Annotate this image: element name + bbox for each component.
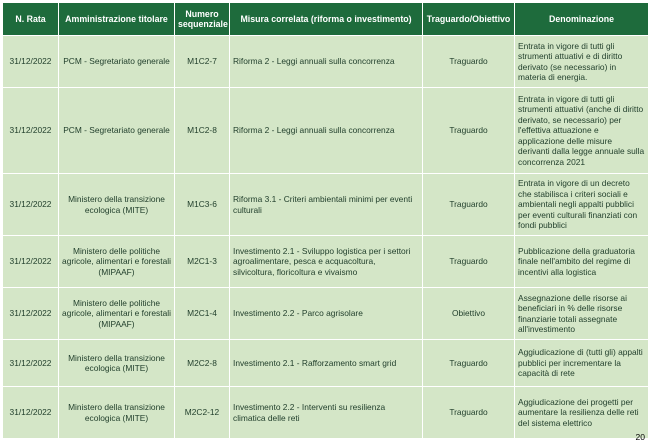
cell-numero: M1C2-8 (175, 88, 230, 174)
page-number: 20 (635, 432, 645, 442)
cell-rata: 31/12/2022 (3, 36, 59, 88)
cell-numero: M2C2-8 (175, 340, 230, 387)
cell-tipo: Traguardo (423, 174, 515, 236)
cell-denominazione: Assegnazione delle risorse ai beneficiari in % delle risorse finanziarie totali assegnate all'investimento (515, 288, 649, 340)
cell-misura: Investimento 2.1 - Sviluppo logistica per i settori agroalimentare, pesca e acquacoltura, silvicoltura, floricoltura e vivaismo (230, 236, 423, 288)
cell-rata: 31/12/2022 (3, 340, 59, 387)
cell-tipo: Traguardo (423, 340, 515, 387)
table-header-row (3, 3, 649, 36)
header-n-rata: N. Rata (3, 3, 59, 36)
cell-amministrazione: PCM - Segretariato generale (59, 36, 175, 88)
cell-denominazione: Entrata in vigore di tutti gli strumenti attuativi (anche di diritto derivato, se necessario) per l'effettiva attuazione e applicazione delle misure derivanti dalla legge annuale sulla concorrenza 2021 (515, 88, 649, 174)
cell-amministrazione: PCM - Segretariato generale (59, 88, 175, 174)
table-row (3, 236, 649, 288)
cell-numero: M2C1-4 (175, 288, 230, 340)
cell-misura: Riforma 3.1 - Criteri ambientali minimi per eventi culturali (230, 174, 423, 236)
table-row (3, 88, 649, 174)
cell-denominazione: Pubblicazione della graduatoria finale nell'ambito del regime di incentivi alla logistica (515, 236, 649, 288)
table-row (3, 288, 649, 340)
cell-rata: 31/12/2022 (3, 387, 59, 439)
header-misura-correlata: Misura correlata (riforma o investimento) (230, 3, 423, 36)
measures-table-container (2, 2, 649, 439)
cell-misura: Riforma 2 - Leggi annuali sulla concorrenza (230, 88, 423, 174)
cell-tipo: Traguardo (423, 88, 515, 174)
cell-rata: 31/12/2022 (3, 236, 59, 288)
table-row (3, 387, 649, 439)
cell-amministrazione: Ministero della transizione ecologica (MITE) (59, 340, 175, 387)
cell-misura: Riforma 2 - Leggi annuali sulla concorrenza (230, 36, 423, 88)
cell-numero: M2C1-3 (175, 236, 230, 288)
cell-tipo: Traguardo (423, 36, 515, 88)
table-row (3, 174, 649, 236)
cell-denominazione: Aggiudicazione dei progetti per aumentare la resilienza delle reti del sistema elettrico (515, 387, 649, 439)
cell-numero: M1C2-7 (175, 36, 230, 88)
cell-tipo: Traguardo (423, 387, 515, 439)
header-amministrazione: Amministrazione titolare (59, 3, 175, 36)
cell-numero: M1C3-6 (175, 174, 230, 236)
cell-denominazione: Aggiudicazione di (tutti gli) appalti pubblici per incrementare la capacità di rete (515, 340, 649, 387)
header-traguardo-obiettivo: Traguardo/Obiettivo (423, 3, 515, 36)
cell-misura: Investimento 2.2 - Interventi su resilienza climatica delle reti (230, 387, 423, 439)
cell-denominazione: Entrata in vigore di tutti gli strumenti attuativi e di diritto derivato (se necessario) in materia di energia. (515, 36, 649, 88)
cell-tipo: Obiettivo (423, 288, 515, 340)
cell-rata: 31/12/2022 (3, 88, 59, 174)
table-row (3, 340, 649, 387)
measures-table (2, 2, 649, 439)
cell-amministrazione: Ministero della transizione ecologica (MITE) (59, 174, 175, 236)
cell-numero: M2C2-12 (175, 387, 230, 439)
table-row (3, 36, 649, 88)
cell-denominazione: Entrata in vigore di un decreto che stabilisca i criteri sociali e ambientali negli appalti pubblici per eventi culturali finanziati con fondi pubblici (515, 174, 649, 236)
cell-amministrazione: Ministero delle politiche agricole, alimentari e forestali (MIPAAF) (59, 288, 175, 340)
cell-rata: 31/12/2022 (3, 288, 59, 340)
cell-amministrazione: Ministero della transizione ecologica (MITE) (59, 387, 175, 439)
header-numero-sequenziale: Numero sequenziale (175, 3, 230, 36)
cell-amministrazione: Ministero delle politiche agricole, alimentari e forestali (MIPAAF) (59, 236, 175, 288)
cell-misura: Investimento 2.1 - Rafforzamento smart grid (230, 340, 423, 387)
cell-misura: Investimento 2.2 - Parco agrisolare (230, 288, 423, 340)
header-denominazione: Denominazione (515, 3, 649, 36)
cell-rata: 31/12/2022 (3, 174, 59, 236)
cell-tipo: Traguardo (423, 236, 515, 288)
